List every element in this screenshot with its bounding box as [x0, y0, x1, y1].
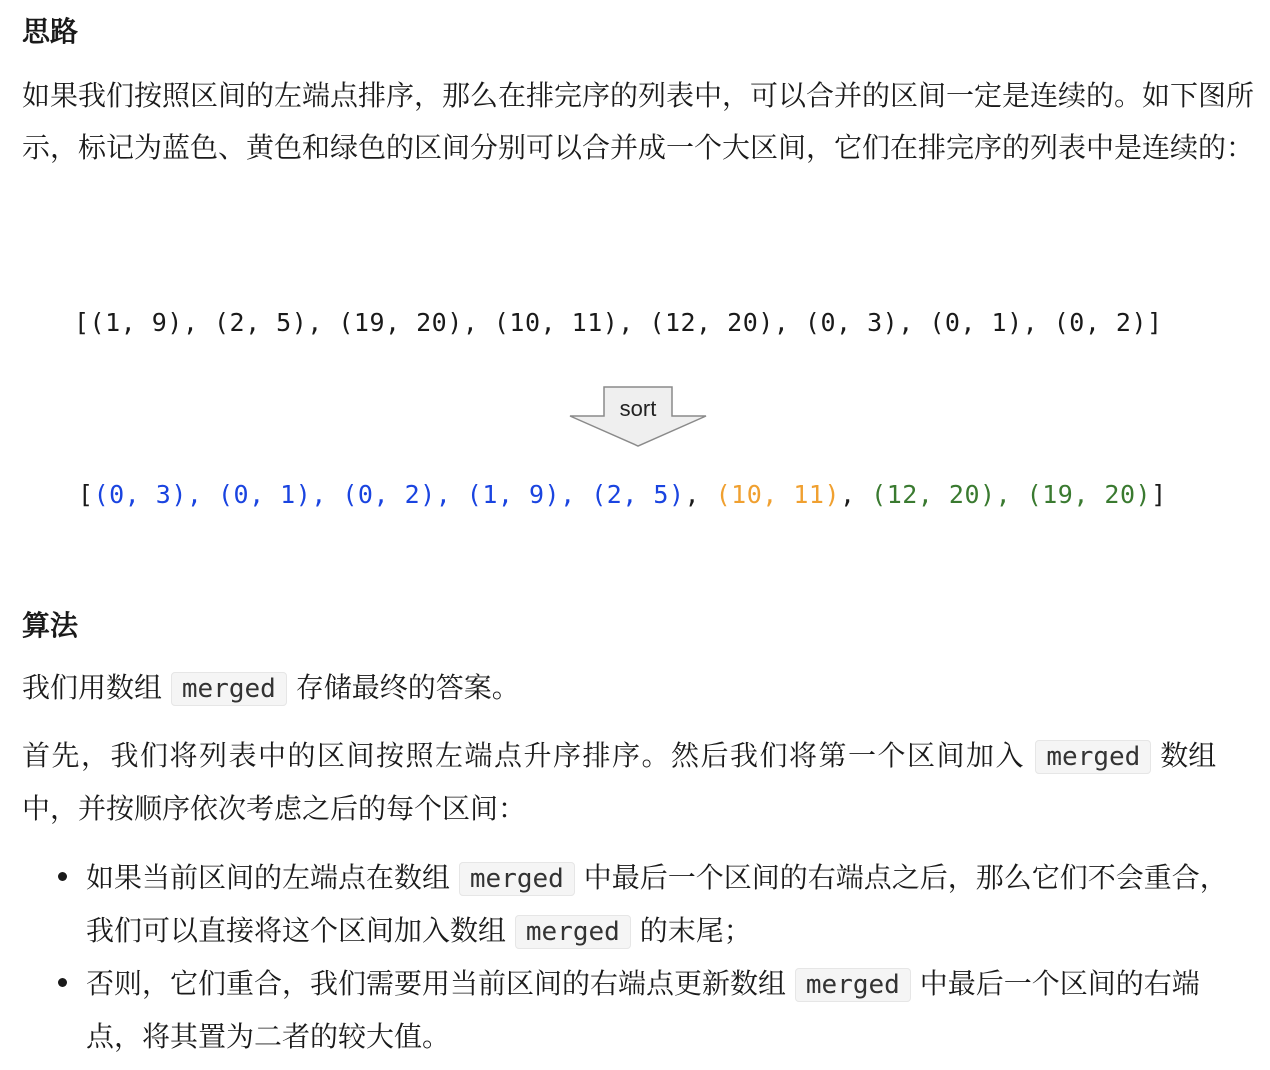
bracket-open: [ — [78, 480, 94, 509]
bracket-close: ] — [1151, 480, 1167, 509]
sorted-intervals — [78, 480, 1167, 509]
bullet-icon — [58, 872, 67, 881]
heading-approach: 思路 — [22, 15, 79, 48]
approach-paragraph: 如果我们按照区间的左端点排序，那么在排完序的列表中，可以合并的区间一定是连续的。如下图所示，标记为蓝色、黄色和绿色的区间分别可以合并成一个大区间，它们在排完序的列表中是连续的： — [22, 79, 1255, 164]
code-merged: merged — [1035, 740, 1151, 774]
unsorted-intervals: [(1, 9), (2, 5), (19, 20), (10, 11), (12, 20), (0, 3), (0, 1), (0, 2)] — [74, 308, 1163, 337]
sort-label: sort — [619, 396, 657, 421]
code-merged: merged — [171, 672, 287, 706]
separator: , — [684, 480, 716, 509]
list-item: 如果当前区间的左端点在数组 merged 中最后一个区间的右端点之后，那么它们不会重合，我们可以直接将这个区间加入数组 merged 的末尾； — [22, 852, 1242, 958]
orange-group: (10, 11) — [715, 480, 841, 509]
blue-group: (0, 3), (0, 1), (0, 2), (1, 9), (2, 5) — [93, 480, 685, 509]
algorithm-steps — [22, 852, 1242, 1063]
code-merged: merged — [515, 915, 631, 949]
green-group: (12, 20), (19, 20) — [871, 480, 1152, 509]
code-merged: merged — [459, 862, 575, 896]
algorithm-paragraph-2: 首先，我们将列表中的区间按照左端点升序排序。然后我们将第一个区间加入 merged 数组中，并按顺序依次考虑之后的每个区间： — [22, 739, 1217, 825]
separator: , — [840, 480, 872, 509]
heading-algorithm: 算法 — [22, 609, 79, 642]
list-item: 否则，它们重合，我们需要用当前区间的右端点更新数组 merged 中最后一个区间的右端点，将其置为二者的较大值。 — [22, 958, 1242, 1063]
code-merged: merged — [795, 968, 911, 1002]
bullet-icon — [58, 978, 67, 987]
sort-arrow — [568, 386, 708, 448]
algorithm-paragraph-1: 我们用数组 merged 存储最终的答案。 — [22, 671, 520, 704]
